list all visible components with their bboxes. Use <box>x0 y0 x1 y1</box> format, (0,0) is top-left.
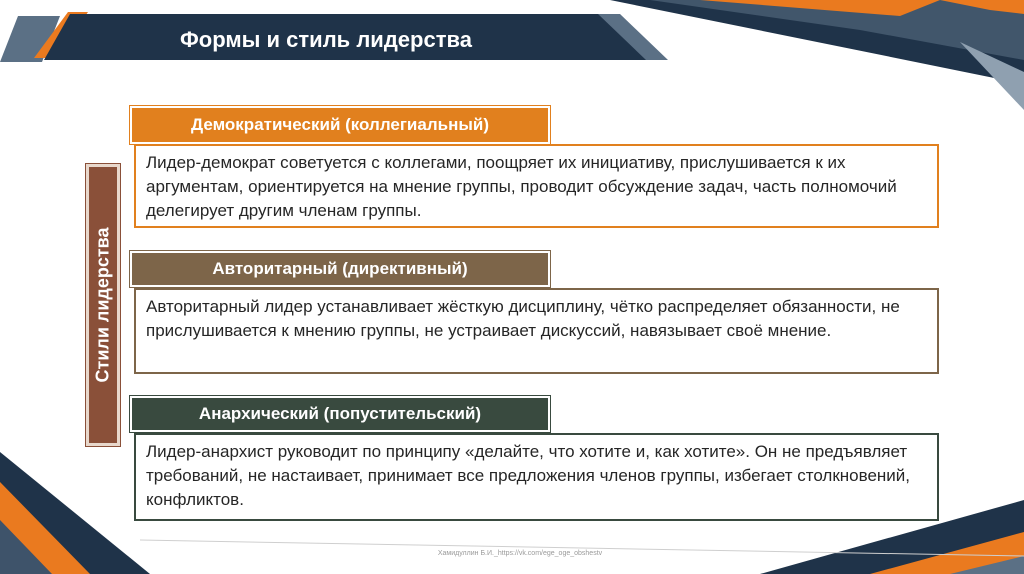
footer-credit: Хамидуллин Б.И._https://vk.com/ege_oge_obshestv <box>437 550 603 557</box>
style-name: Демократический (коллегиальный) <box>191 115 489 134</box>
side-label-box <box>86 164 120 446</box>
style-description-anarchic <box>134 433 939 521</box>
style-header-authoritarian <box>130 251 550 287</box>
style-header-democratic <box>130 106 550 144</box>
style-description-text: Лидер-анархист руководит по принципу «делайте, что хотите и, как хотите». Он не предъявляет требований, не настаивает, принимает все предложения членов группы, избегает столкновений, конфликтов. <box>146 442 911 509</box>
style-name: Авторитарный (директивный) <box>212 259 468 278</box>
style-description-democratic <box>134 144 939 228</box>
style-description-text: Лидер-демократ советуется с коллегами, поощряет их инициативу, прислушивается к их аргументам, ориентируется на мнение группы, проводит обсуждение задач, часть полномочий делегирует другим членам группы. <box>146 153 897 220</box>
style-description-text: Авторитарный лидер устанавливает жёсткую дисциплину, чётко распределяет обязанности, не прислушивается к мнению группы, не устраивает дискуссий, навязывает своё мнение. <box>146 297 900 340</box>
style-header-anarchic <box>130 396 550 432</box>
slide-title: Формы и стиль лидерства <box>180 27 472 52</box>
side-label-text: Стили лидерства <box>92 227 113 383</box>
style-description-authoritarian <box>134 288 939 374</box>
style-name: Анархический (попустительский) <box>198 404 482 423</box>
